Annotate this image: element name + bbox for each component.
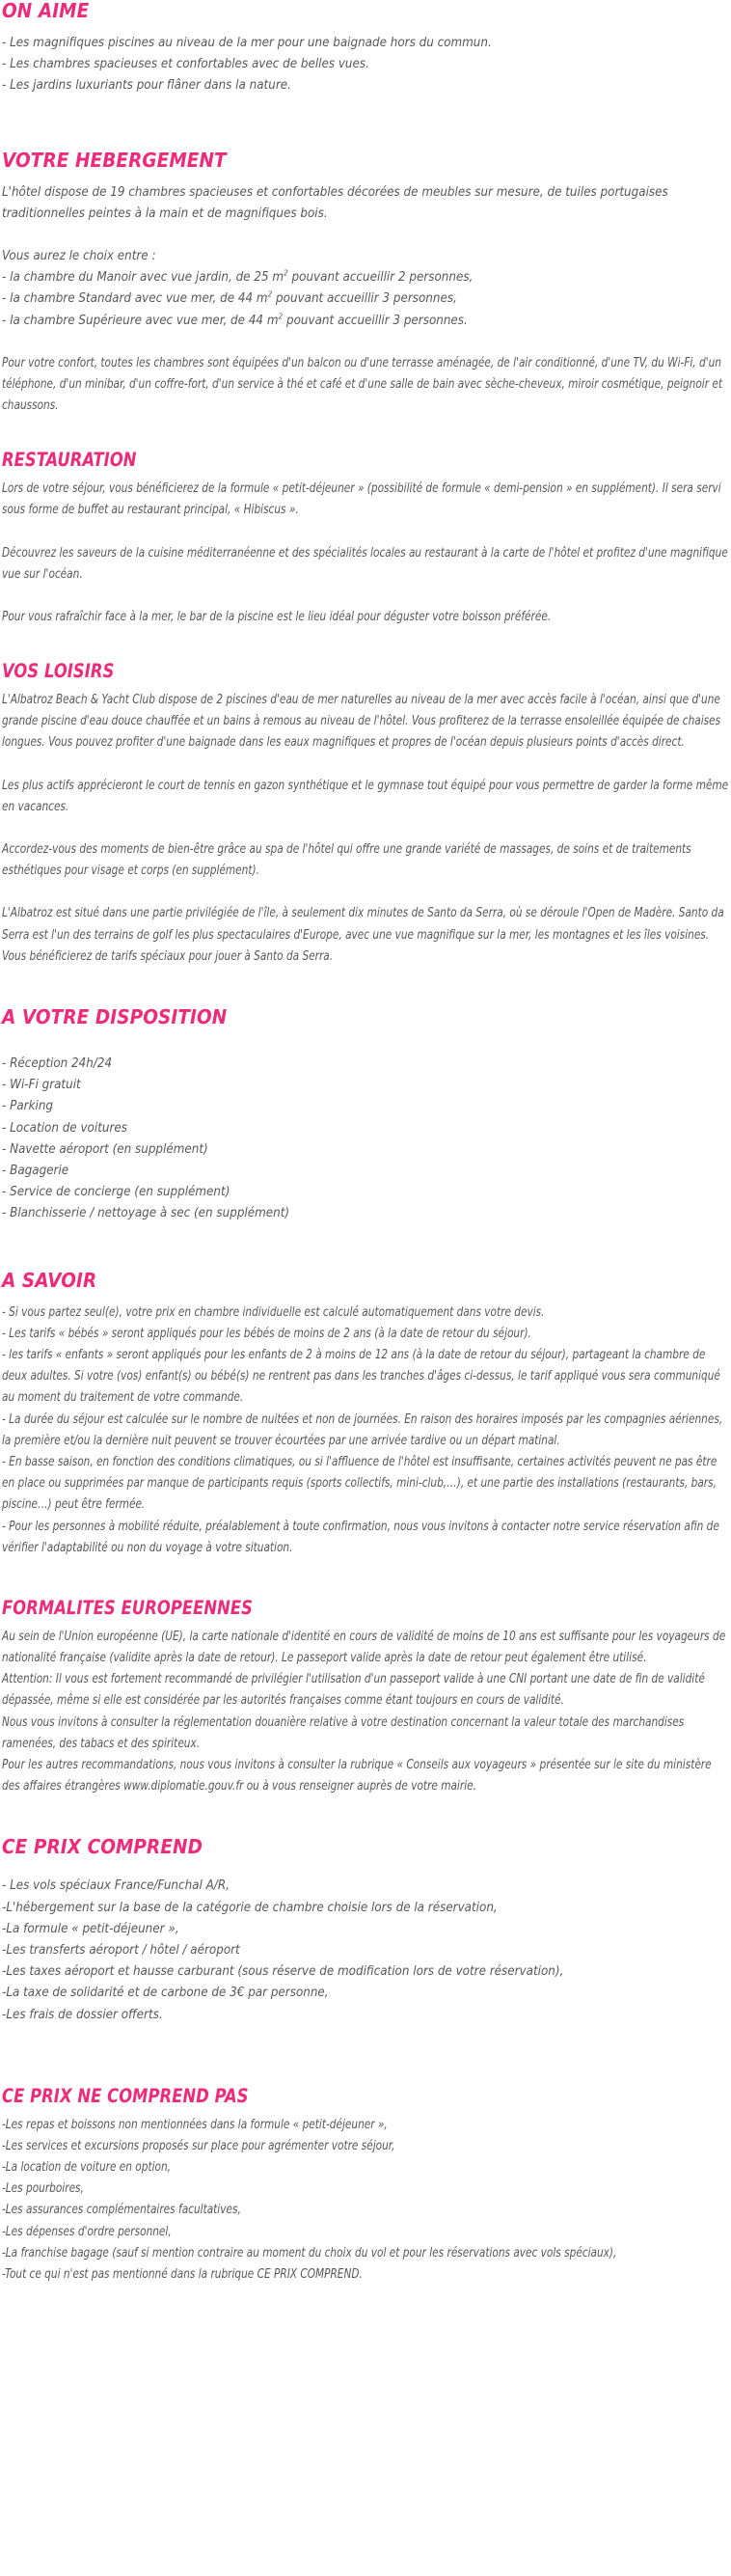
section-title-vos-loisirs: VOS LOISIRS [2,660,115,683]
list-item: - la chambre du Manoir avec vue jardin, de 25 $m^2$ pouvant accueillir 2 personnes, [2,267,474,286]
section-title-ce-prix-ne-comprend-pas: CE PRIX NE COMPREND PAS [2,2084,249,2107]
list-item: - Blanchisserie / nettoyage à sec (en supplément) [2,1206,290,1221]
list-item: - Les vols spéciaux France/Funchal A/R, [2,1878,230,1894]
paragraph: Pour les autres recommandations, nous vous invitons à consulter la rubrique « Conseils aux voyageurs » présentée sur le site du ministère des affaires étrangères www.diplomatie.gouv.fr ou à vous renseigner auprès de votre mairie. [2,1758,712,1795]
list-item: - les tarifs « enfants » seront appliqués pour les enfants de 2 à moins de 12 ans (à la date de retour du séjour), partageant la chambre de deux adultes. Si votre (vos) enfant(s) ou bébé(s) ne rentrent pas dans les tranches d'âges ci-dessus, le tarif appliqué vous sera communiqué au moment du traitement de votre commande. [2,1347,720,1406]
paragraph: Nous vous invitons à consulter la réglementation douanière relative à votre destination concernant la valeur totale des marchandises ramenées, des tabacs et des spiriteux. [2,1714,685,1751]
section-title-votre-hebergement: VOTRE HEBERGEMENT [2,148,227,172]
list-item: - En basse saison, en fonction des conditions climatiques, ou si l'affluence de l'hôtel est insuffisante, certaines activités peuvent ne pas être en place ou supprimées par manque de participants requis (sports collectifs, mini-club,…), et une partie des installations (restaurants, bars, piscine…) peut être fermée. [2,1455,717,1513]
section-title-formalites-europeennes: FORMALITES EUROPEENNES [2,1597,253,1620]
section-title-restauration: RESTAURATION [2,449,137,472]
list-item: - Navette aéroport (en supplément) [2,1141,208,1157]
list-item: -Les services et excursions proposés sur place pour agrémenter votre séjour, [2,2138,395,2153]
paragraph: L'Albatroz Beach & Yacht Club dispose de 2 piscines d'eau de mer naturelles au niveau de la mer avec accès facile à l'océan, ainsi que d'une grande piscine d'eau douce chauffée et un bains à remous au niveau de l'hôtel. Vous profiterez de la terrasse ensoleillée équipée de chaises longues. Vous pouvez profiter d'une baignade dans les eaux magnifiques et propres de l'océan depuis plusieurs points d'accès direct. [2,693,721,751]
list-item: - Pour les personnes à mobilité réduite, préalablement à toute confirmation, nous vous invitons à contacter notre service réservation afin de vérifier l'adaptabilité ou non du voyage à votre situation. [2,1519,719,1555]
list-item: - Location de voitures [2,1120,127,1136]
section-ce-prix-ne-comprend-pas [2,2086,729,2286]
paragraph: Les plus actifs apprécieront le court de tennis en gazon synthétique et le gymnase tout équipé pour vous permettre de garder la forme même en vacances. [2,778,729,814]
list-item: - la chambre Standard avec vue mer, de 44 $m^2$ pouvant accueillir 3 personnes, [2,288,457,307]
list-item: -La taxe de solidarité et de carbone de 3€ par personne, [2,1986,329,2001]
section-restauration [2,450,729,628]
list-item: - Wi-Fi gratuit [2,1078,81,1093]
paragraph: L'hôtel dispose de 19 chambres spacieuses et confortables décorées de meubles sur mesure, de tuiles portugaises traditionnelles peintes à la main et de magnifiques bois. [2,184,668,221]
list-item: - Réception 24h/24 [2,1056,113,1071]
section-title-a-savoir: A SAVOIR [2,1268,97,1292]
list-item: -La formule « petit-déjeuner », [2,1921,179,1936]
list-item: -Les pourboires, [2,2181,84,2197]
section-title-a-votre-disposition: A VOTRE DISPOSITION [2,1005,228,1029]
list-item: -Les taxes aéroport et hausse carburant (sous réserve de modification lors de votre réservation), [2,1964,564,1980]
list-item: -La franchise bagage (sauf si mention contraire au moment du choix du vol et pour les réservations avec vols spéciaux), [2,2245,617,2261]
section-vos-loisirs [2,661,729,968]
list-item: - Si vous partez seul(e), votre prix en chambre individuelle est calculé automatiquement dans votre devis. [2,1304,545,1320]
section-title-ce-prix-comprend: CE PRIX COMPREND [2,1835,203,1859]
section-votre-hebergement-confort [2,353,729,418]
list-item: - Les magnifiques piscines au niveau de la mer pour une baignade hors du commun. [2,35,492,50]
section-title-on-aime: ON AIME [2,0,90,22]
list-item: -Les dépenses d'ordre personnel, [2,2224,172,2239]
paragraph: Découvrez les saveurs de la cuisine méditerranéenne et des spécialités locales au restaurant à la carte de l'hôtel et profitez d'une magnifique vue sur l'océan. [2,545,728,582]
list-item: -Tout ce qui n'est pas mentionné dans la rubrique CE PRIX COMPREND. [2,2267,363,2283]
paragraph: Pour vous rafraîchir face à la mer, le bar de la piscine est le lieu idéal pour déguster votre boisson préférée. [2,609,552,624]
section-ce-prix-comprend [2,1836,729,2025]
list-item: - Les jardins luxuriants pour flâner dans la nature. [2,78,291,94]
list-item: -L'hébergement sur la base de la catégorie de chambre choisie lors de la réservation, [2,1900,498,1915]
list-item: - la chambre Supérieure avec vue mer, de 44 $m^2$ pouvant accueillir 3 personnes. [2,311,468,328]
list-item: - Parking [2,1099,54,1114]
list-item: - La durée du séjour est calculée sur le nombre de nuitées et non de journées. En raison des horaires imposés par les compagnies aériennes, la première et/ou la dernière nuit peuvent se trouver écourtées par une arrivée tardive ou un départ matinal. [2,1411,723,1448]
paragraph: Lors de votre séjour, vous bénéficierez de la formule « petit-déjeuner » (possibilité de formule « demi-pension » en supplément). Il sera servi sous forme de buffet au restaurant principal, « Hibiscus ». [2,481,721,518]
section-a-votre-disposition [2,1006,729,1225]
paragraph: Pour votre confort, toutes les chambres sont équipées d'un balcon ou d'une terrasse aménagée, de l'air conditionné, d'une TV, du Wi-Fi, d'un téléphone, d'un minibar, d'un coffre-fort, d'un service à thé et café et d'une salle de bain avec sèche-cheveux, miroir cosmétique, peignoir et chaussons. [2,355,723,414]
list-item: - Les tarifs « bébés » seront appliqués pour les bébés de moins de 2 ans (à la date de retour du séjour). [2,1326,531,1341]
section-a-savoir [2,1270,729,1302]
section-a-savoir-body [2,1302,729,1559]
list-item: - Les chambres spacieuses et confortables avec de belles vues. [2,57,369,72]
list-item: - Service de concierge (en supplément) [2,1185,230,1200]
list-item: -Les repas et boissons non mentionnées dans la formule « petit-déjeuner », [2,2117,388,2132]
list-item: - Bagagerie [2,1164,69,1179]
paragraph: L'Albatroz est situé dans une partie privilégiée de l'île, à seulement dix minutes de Santo da Serra, où se déroule l'Open de Madère. Santo da Serra est l'un des terrains de golf les plus spectaculaires d'Europe, avec une vue magnifique sur la mer, les montagnes et les îles voisines. Vous bénéficierez de tarifs spéciaux pour jouer à Santo da Serra. [2,906,724,964]
paragraph: Au sein de l'Union européenne (UE), la carte nationale d'identité en cours de validité de moins de 10 ans est suffisante pour les voyageurs de nationalité française (validite après la date de retour). Le passeport valide après la date de retour peut également être utilisé. [2,1629,726,1666]
section-formalites-europeennes [2,1598,729,1797]
paragraph: Attention: Il vous est fortement recommandé de privilégier l'utilisation d'un passeport valide à une CNI portant une date de fin de validité dépassée, même si elle est considérée par les autorités françaises comme étant toujours en cours de validité. [2,1672,705,1709]
list-item: -Les frais de dossier offerts. [2,2007,163,2022]
section-on-aime [2,0,729,97]
list-item: -Les assurances complémentaires facultatives, [2,2203,241,2218]
list-item: -Les transferts aéroport / hôtel / aéroport [2,1943,240,1959]
paragraph: Vous aurez le choix entre : [2,248,156,263]
paragraph: Accordez-vous des moments de bien-être grâce au spa de l'hôtel qui offre une grande variété de massages, de soins et de traitements esthétiques pour visage et corps (en supplément). [2,842,691,879]
section-votre-hebergement [2,150,729,332]
list-item: -La location de voiture en option, [2,2160,172,2176]
